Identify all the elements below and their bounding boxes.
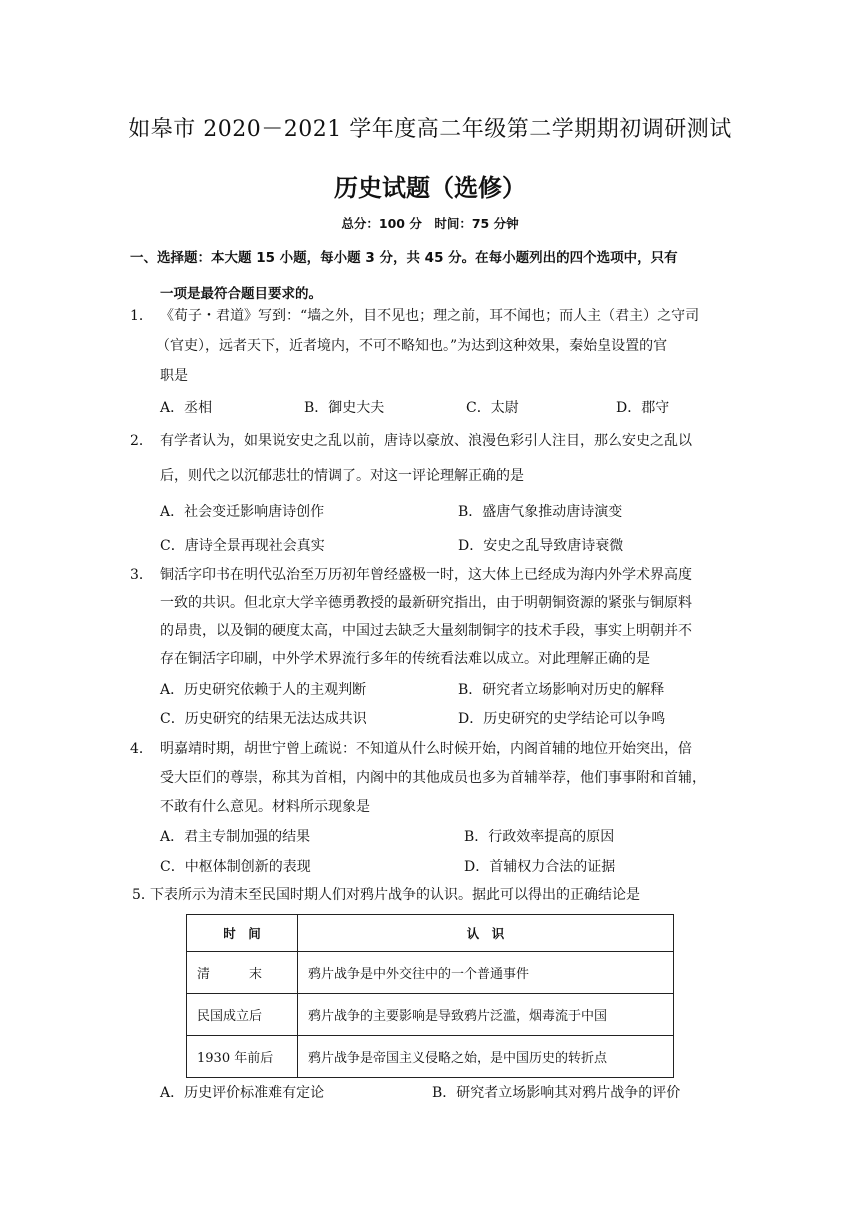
question-2-line: 后，则代之以沉郁悲壮的情调了。对这一评论理解正确的是 <box>160 468 524 484</box>
question-4-option-a: A．君主专制加强的结果 <box>160 829 311 845</box>
question-3-option-d: D．历史研究的史学结论可以争鸣 <box>458 711 666 727</box>
table-header-time: 时 间 <box>187 915 298 952</box>
question-5-option-b: B．研究者立场影响其对鸦片战争的评价 <box>432 1085 681 1101</box>
question-5-number: 5． <box>132 887 155 903</box>
question-1-line: 《荀子・君道》写到：“墙之外，目不见也；理之前，耳不闻也；而人主（君主）之守司 <box>160 308 700 324</box>
question-3-line: 一致的共识。但北京大学辛德勇教授的最新研究指出，由于明朝铜资源的紧张与铜原料 <box>160 595 692 611</box>
table-cell-time: 1930 年前后 <box>187 1036 298 1078</box>
section-heading-line1: 一、选择题：本大题 15 小题，每小题 3 分，共 45 分。在每小题列出的四个选项中，只有 <box>130 250 678 266</box>
question-4-option-b: B．行政效率提高的原因 <box>464 829 615 845</box>
question-4-line: 明嘉靖时期，胡世宁曾上疏说：不知道从什么时候开始，内阁首辅的地位开始突出，倍 <box>160 741 692 757</box>
question-3-line: 的昂贵，以及铜的硬度太高，中国过去缺乏大量刻制铜字的技术手段，事实上明朝并不 <box>160 623 692 639</box>
question-1-option-d: D．郡守 <box>616 400 670 416</box>
question-4-line: 受大臣们的尊崇，称其为首相，内阁中的其他成员也多为首辅举荐，他们事事附和首辅， <box>160 770 706 786</box>
table-header-view: 认 识 <box>298 915 674 952</box>
table-row <box>187 994 674 1036</box>
table-cell-view: 鸦片战争是帝国主义侵略之始，是中国历史的转折点 <box>298 1036 674 1078</box>
table-row <box>187 952 674 994</box>
question-5-option-a: A．历史评价标准难有定论 <box>160 1085 325 1101</box>
question-1-number: 1． <box>130 308 153 324</box>
question-3-option-a: A．历史研究依赖于人的主观判断 <box>160 682 367 698</box>
question-4-number: 4． <box>130 741 153 757</box>
question-2-number: 2． <box>130 433 153 449</box>
exam-subtitle: 历史试题（选修） <box>334 173 526 202</box>
question-4-option-c: C．中枢体制创新的表现 <box>160 859 311 875</box>
question-1-line: 职是 <box>160 368 188 384</box>
question-3-option-c: C．历史研究的结果无法达成共识 <box>160 711 367 727</box>
question-5-line: 下表所示为清末至民国时期人们对鸦片战争的认识。据此可以得出的正确结论是 <box>150 887 640 903</box>
question-3-number: 3． <box>130 567 153 583</box>
question-2-option-a: A．社会变迁影响唐诗创作 <box>160 504 325 520</box>
question-5-table <box>186 914 674 1078</box>
question-1-line: （官吏），远者天下，近者境内，不可不略知也。”为达到这种效果，秦始皇设置的官 <box>156 338 668 354</box>
question-2-option-b: B．盛唐气象推动唐诗演变 <box>458 504 623 520</box>
question-3-line: 存在铜活字印刷，中外学术界流行多年的传统看法难以成立。对此理解正确的是 <box>160 651 650 667</box>
table-header-row <box>187 915 674 952</box>
question-2-line: 有学者认为，如果说安史之乱以前，唐诗以豪放、浪漫色彩引人注目，那么安史之乱以 <box>160 433 692 449</box>
table-cell-view: 鸦片战争的主要影响是导致鸦片泛滥，烟毒流于中国 <box>298 994 674 1036</box>
question-4-line: 不敢有什么意见。材料所示现象是 <box>160 799 370 815</box>
question-4-option-d: D．首辅权力合法的证据 <box>464 859 616 875</box>
table-row <box>187 1036 674 1078</box>
question-3-option-b: B．研究者立场影响对历史的解释 <box>458 682 665 698</box>
table-cell-time: 清 末 <box>187 952 298 994</box>
section-heading-line2: 一项是最符合题目要求的。 <box>160 286 322 302</box>
question-3-line: 铜活字印书在明代弘治至万历初年曾经盛极一时，这大体上已经成为海内外学术界高度 <box>160 567 692 583</box>
question-1-option-a: A．丞相 <box>160 400 213 416</box>
question-2-option-c: C．唐诗全景再现社会真实 <box>160 538 325 554</box>
table-cell-time: 民国成立后 <box>187 994 298 1036</box>
table-cell-view: 鸦片战争是中外交往中的一个普通事件 <box>298 952 674 994</box>
exam-title: 如皋市 2020－2021 学年度高二年级第二学期期初调研测试 <box>128 117 732 142</box>
question-2-option-d: D．安史之乱导致唐诗衰微 <box>458 538 624 554</box>
question-1-option-b: B．御史大夫 <box>304 400 385 416</box>
question-1-option-c: C．太尉 <box>466 400 519 416</box>
exam-meta: 总分：100 分 时间：75 分钟 <box>341 216 519 231</box>
